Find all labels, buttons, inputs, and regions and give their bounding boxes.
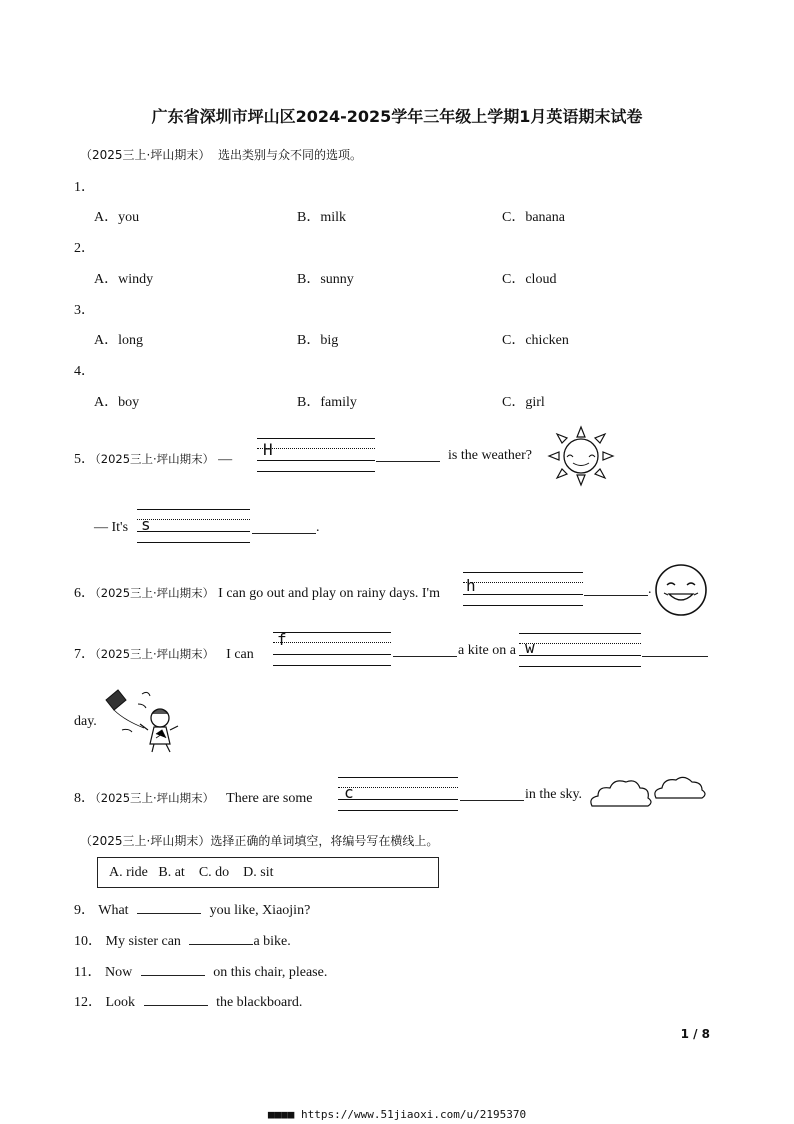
q8-tag: （2025三上·坪山期末） (95, 791, 215, 805)
q4-number: 4． (74, 364, 95, 379)
q5-letter-1: H (263, 440, 273, 459)
q8-post: in the sky. (525, 787, 583, 802)
q10-number: 10． (74, 934, 102, 949)
q12-number: 12． (74, 995, 102, 1010)
q7-tag: （2025三上·坪山期末） (95, 647, 215, 661)
q7-pre: I can (226, 647, 254, 662)
q7-letter-1: f (277, 630, 287, 649)
section1-instruction: 选出类别与众不同的选项。 (218, 148, 363, 162)
q5-end-2: . (316, 520, 320, 535)
q7-blank-2[interactable] (642, 644, 708, 657)
q9-post: you like, Xiaojin? (209, 903, 311, 918)
q6-blank[interactable] (584, 583, 648, 596)
q7-cont: day. (74, 714, 97, 729)
q5-handwriting-lines-2[interactable] (137, 509, 250, 543)
q3-number: 3． (74, 303, 95, 318)
q2-option-b[interactable]: B．sunny (297, 272, 354, 287)
q5-blank-1[interactable] (376, 449, 440, 462)
q4-option-c[interactable]: C．girl (502, 395, 545, 410)
q3-option-a[interactable]: A．long (94, 333, 143, 348)
q10-row (74, 930, 291, 950)
q12-pre: Look (105, 995, 136, 1010)
q5-number: 5． (74, 452, 95, 467)
section1-tag: （2025三上·坪山期末） (80, 148, 211, 162)
q6-tag: （2025三上·坪山期末） (95, 586, 215, 600)
q7-letter-2: w (525, 638, 535, 657)
q8-number: 8． (74, 791, 95, 806)
q2-option-a[interactable]: A．windy (94, 272, 154, 287)
q1-option-b[interactable]: B．milk (297, 210, 347, 225)
section2-tag: （2025三上·坪山期末） (80, 834, 211, 848)
q10-pre: My sister can (105, 934, 181, 949)
q10-post: a bike. (253, 934, 291, 949)
q8-blank[interactable] (460, 788, 524, 801)
section2-header (80, 832, 438, 849)
kite-girl-icon (100, 686, 186, 754)
section2-instruction: 选择正确的单词填空，将编号写在横线上。 (210, 834, 439, 848)
q11-post: on this chair, please. (213, 965, 328, 980)
q8-letter: c (344, 783, 354, 802)
q5-blank-2[interactable] (252, 521, 316, 534)
q3-option-c[interactable]: C．chicken (502, 333, 569, 348)
q6-text: I can go out and play on rainy days. I'm (218, 586, 440, 601)
q5-header (74, 448, 232, 468)
q6-end: . (648, 582, 652, 597)
q4-option-b[interactable]: B．family (297, 395, 357, 410)
q6-letter: h (466, 576, 476, 595)
q7-mid: a kite on a (458, 643, 516, 658)
q5-tag: （2025三上·坪山期末） (95, 452, 215, 466)
page-number: 1 / 8 (680, 1027, 710, 1041)
q11-blank[interactable] (141, 963, 205, 976)
q8-header (74, 787, 312, 807)
q3-option-b[interactable]: B．big (297, 333, 339, 348)
q9-number: 9． (74, 903, 95, 918)
q1-option-c[interactable]: C．banana (502, 210, 565, 225)
clouds-icon (586, 774, 708, 814)
q1-option-a[interactable]: A．you (94, 210, 140, 225)
q8-pre: There are some (226, 791, 313, 806)
q9-row (74, 899, 310, 919)
q12-blank[interactable] (144, 993, 208, 1006)
section1-header (80, 146, 362, 163)
word-bank: A. ride B. at C. do D. sit (109, 865, 274, 880)
q5-dash: — (218, 452, 233, 467)
q11-number: 11． (74, 965, 102, 980)
q6-header (74, 582, 440, 602)
q7-header (74, 643, 254, 663)
q11-pre: Now (104, 965, 133, 980)
q5-prefix-2: — It's (94, 520, 129, 535)
page-title: 广东省深圳市坪山区2024-2025学年三年级上学期1月英语期末试卷 (151, 107, 643, 126)
q1-number: 1． (74, 180, 95, 195)
q2-number: 2． (74, 241, 95, 256)
q12-row (74, 991, 302, 1011)
q5-letter-2: s (141, 515, 151, 534)
sun-icon (545, 425, 617, 487)
q6-handwriting-lines[interactable] (463, 572, 583, 606)
q7-blank-1[interactable] (393, 644, 457, 657)
q2-option-c[interactable]: C．cloud (502, 272, 557, 287)
happy-face-icon (652, 563, 710, 617)
q5-handwriting-lines-1[interactable] (257, 438, 375, 472)
q9-blank[interactable] (137, 901, 201, 914)
q7-handwriting-lines-1[interactable] (273, 632, 391, 666)
q9-pre: What (98, 903, 129, 918)
q6-number: 6． (74, 586, 95, 601)
q12-post: the blackboard. (216, 995, 303, 1010)
q11-row (74, 961, 327, 981)
q7-handwriting-lines-2[interactable] (519, 633, 641, 667)
footer-url[interactable]: ■■■■ https://www.51jiaoxi.com/u/2195370 (267, 1108, 527, 1121)
q7-number: 7． (74, 647, 95, 662)
q5-text-1: is the weather? (448, 448, 532, 463)
q4-option-a[interactable]: A．boy (94, 395, 140, 410)
q10-blank[interactable] (189, 932, 253, 945)
q8-handwriting-lines[interactable] (338, 777, 458, 811)
